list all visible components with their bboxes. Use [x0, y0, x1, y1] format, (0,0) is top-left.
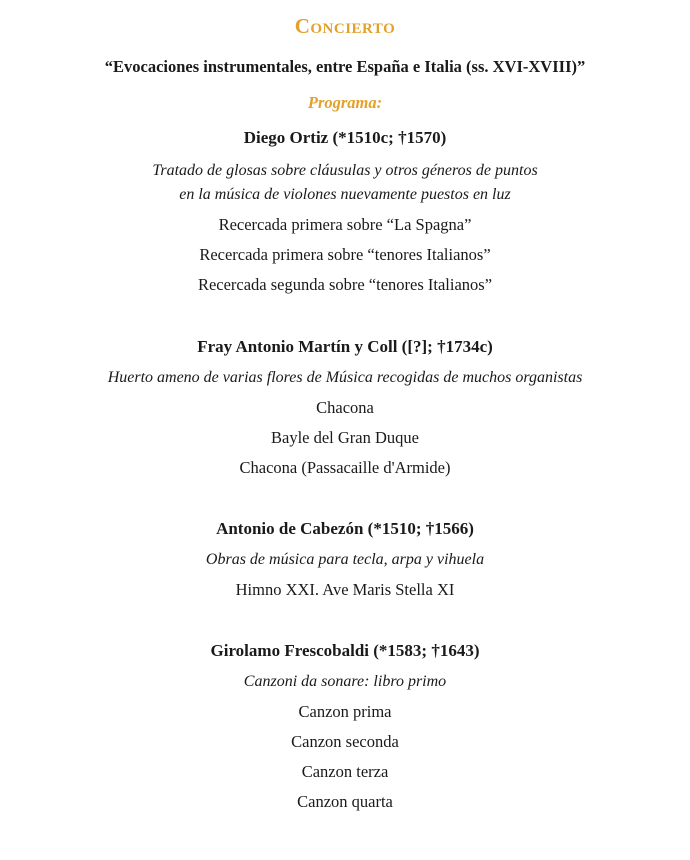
- piece-item: Chacona (Passacaille d'Armide): [239, 458, 451, 477]
- work-title: Huerto ameno de varias flores de Música recogidas de muchos organistas: [107, 369, 583, 386]
- composer-heading: Fray Antonio Martín y Coll ([?]; †1734c): [197, 337, 493, 356]
- piece-item: Chacona: [316, 398, 374, 417]
- work-title: Obras de música para tecla, arpa y vihuela: [205, 551, 485, 568]
- piece-item: Canzon terza: [301, 762, 389, 781]
- programa-label: Programa:: [307, 93, 383, 112]
- piece-item: Recercada primera sobre “La Spagna”: [218, 215, 472, 234]
- work-title: Canzoni da sonare: libro primo: [243, 673, 447, 690]
- piece-item: Recercada segunda sobre “tenores Italianos”: [197, 275, 493, 294]
- program-subtitle: “Evocaciones instrumentales, entre España e Italia (ss. XVI-XVIII)”: [104, 57, 586, 76]
- program-title: Concierto: [294, 14, 396, 38]
- composer-heading: Antonio de Cabezón (*1510; †1566): [216, 519, 474, 538]
- piece-item: Canzon seconda: [291, 732, 399, 751]
- composer-heading: Diego Ortiz (*1510c; †1570): [243, 128, 447, 147]
- composer-heading: Girolamo Frescobaldi (*1583; †1643): [210, 641, 480, 660]
- piece-item: Himno XXI. Ave Maris Stella XI: [235, 580, 455, 599]
- piece-item: Recercada primera sobre “tenores Italianos”: [199, 245, 491, 264]
- piece-item: Canzon quarta: [297, 792, 393, 811]
- work-title: en la música de violones nuevamente puestos en luz: [179, 186, 511, 203]
- piece-item: Canzon prima: [298, 702, 392, 721]
- work-title: Tratado de glosas sobre cláusulas y otros géneros de puntos: [152, 162, 538, 179]
- piece-item: Bayle del Gran Duque: [271, 428, 419, 447]
